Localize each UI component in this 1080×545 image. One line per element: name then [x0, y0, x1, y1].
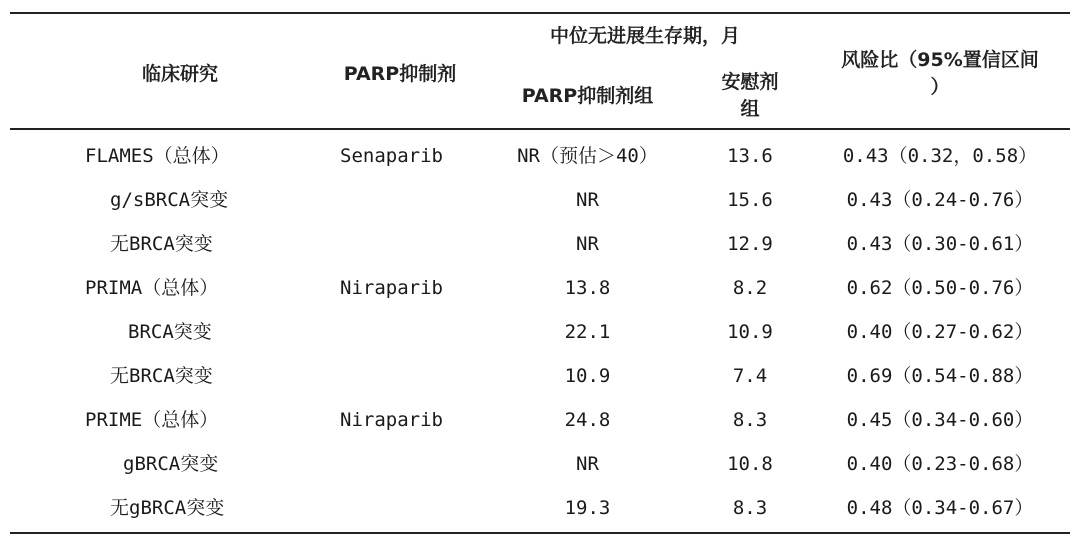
drug-cell: [340, 310, 470, 354]
header-parp-arm: PARP抑制剂组: [521, 85, 654, 107]
hazard-ratio-cell: 0.45（0.34-0.60）: [846, 409, 1034, 431]
drug-cell: [340, 354, 470, 398]
placebo-arm-cell: 7.4: [732, 365, 768, 387]
drug-cell: [340, 178, 470, 222]
pfs-comparison-table: [10, 12, 1070, 534]
study-cell: 无BRCA突变: [110, 233, 213, 255]
study-cell: FLAMES（总体）: [85, 145, 230, 167]
table-top-rule: [10, 12, 1070, 14]
drug-cell: [340, 222, 470, 266]
parp-arm-cell: NR: [576, 453, 599, 475]
table-bottom-rule: [10, 532, 1070, 534]
hazard-ratio-cell: 0.43（0.32，0.58）: [842, 145, 1038, 167]
placebo-arm-cell: 8.3: [732, 409, 768, 431]
parp-arm-cell: 22.1: [564, 321, 611, 343]
table-row: [10, 222, 1070, 266]
header-pfs-group: 中位无进展生存期，月: [549, 25, 740, 47]
drug-cell: Niraparib: [340, 409, 443, 431]
hazard-ratio-cell: 0.43（0.30-0.61）: [846, 233, 1034, 255]
study-cell: BRCA突变: [128, 321, 212, 343]
table-row: [10, 398, 1070, 442]
parp-arm-cell: NR（预估＞40）: [517, 145, 658, 167]
table-row: [10, 486, 1070, 530]
table-row: [10, 442, 1070, 486]
study-cell: g/sBRCA突变: [110, 189, 229, 211]
header-placebo-arm-line2: 组: [740, 98, 760, 120]
parp-arm-cell: 10.9: [564, 365, 611, 387]
table-row: [10, 310, 1070, 354]
parp-arm-cell: 19.3: [564, 497, 611, 519]
parp-arm-cell: NR: [576, 189, 599, 211]
drug-cell: [340, 442, 470, 486]
hazard-ratio-cell: 0.69（0.54-0.88）: [846, 365, 1034, 387]
parp-arm-cell: NR: [576, 233, 599, 255]
table-header-rule: [10, 128, 1070, 130]
study-cell: 无BRCA突变: [110, 365, 213, 387]
study-cell: 无gBRCA突变: [110, 497, 225, 519]
study-cell: PRIME（总体）: [85, 409, 219, 431]
placebo-arm-cell: 15.6: [727, 189, 773, 211]
header-hr-line1: 风险比（95%置信区间: [841, 49, 1039, 71]
placebo-arm-cell: 8.3: [732, 497, 768, 519]
placebo-arm-cell: 8.2: [732, 277, 768, 299]
table-row: [10, 134, 1070, 178]
study-cell: PRIMA（总体）: [85, 277, 219, 299]
drug-cell: [340, 486, 470, 530]
study-cell: gBRCA突变: [123, 453, 219, 475]
table-row: [10, 178, 1070, 222]
hazard-ratio-cell: 0.48（0.34-0.67）: [846, 497, 1034, 519]
table-row: [10, 354, 1070, 398]
parp-arm-cell: 24.8: [564, 409, 611, 431]
hazard-ratio-cell: 0.62（0.50-0.76）: [846, 277, 1034, 299]
placebo-arm-cell: 10.9: [727, 321, 773, 343]
header-placebo-arm-line1: 安慰剂: [721, 71, 779, 93]
placebo-arm-cell: 12.9: [727, 233, 773, 255]
header-hr-line2: ）: [930, 76, 950, 98]
hazard-ratio-cell: 0.40（0.27-0.62）: [846, 321, 1034, 343]
placebo-arm-cell: 13.6: [727, 145, 773, 167]
header-study: 临床研究: [141, 63, 218, 85]
hazard-ratio-cell: 0.43（0.24-0.76）: [846, 189, 1034, 211]
parp-arm-cell: 13.8: [564, 277, 611, 299]
drug-cell: Senaparib: [340, 145, 443, 167]
placebo-arm-cell: 10.8: [727, 453, 773, 475]
drug-cell: Niraparib: [340, 277, 443, 299]
header-drug: PARP抑制剂: [343, 63, 457, 85]
hazard-ratio-cell: 0.40（0.23-0.68）: [846, 453, 1034, 475]
table-row: [10, 266, 1070, 310]
